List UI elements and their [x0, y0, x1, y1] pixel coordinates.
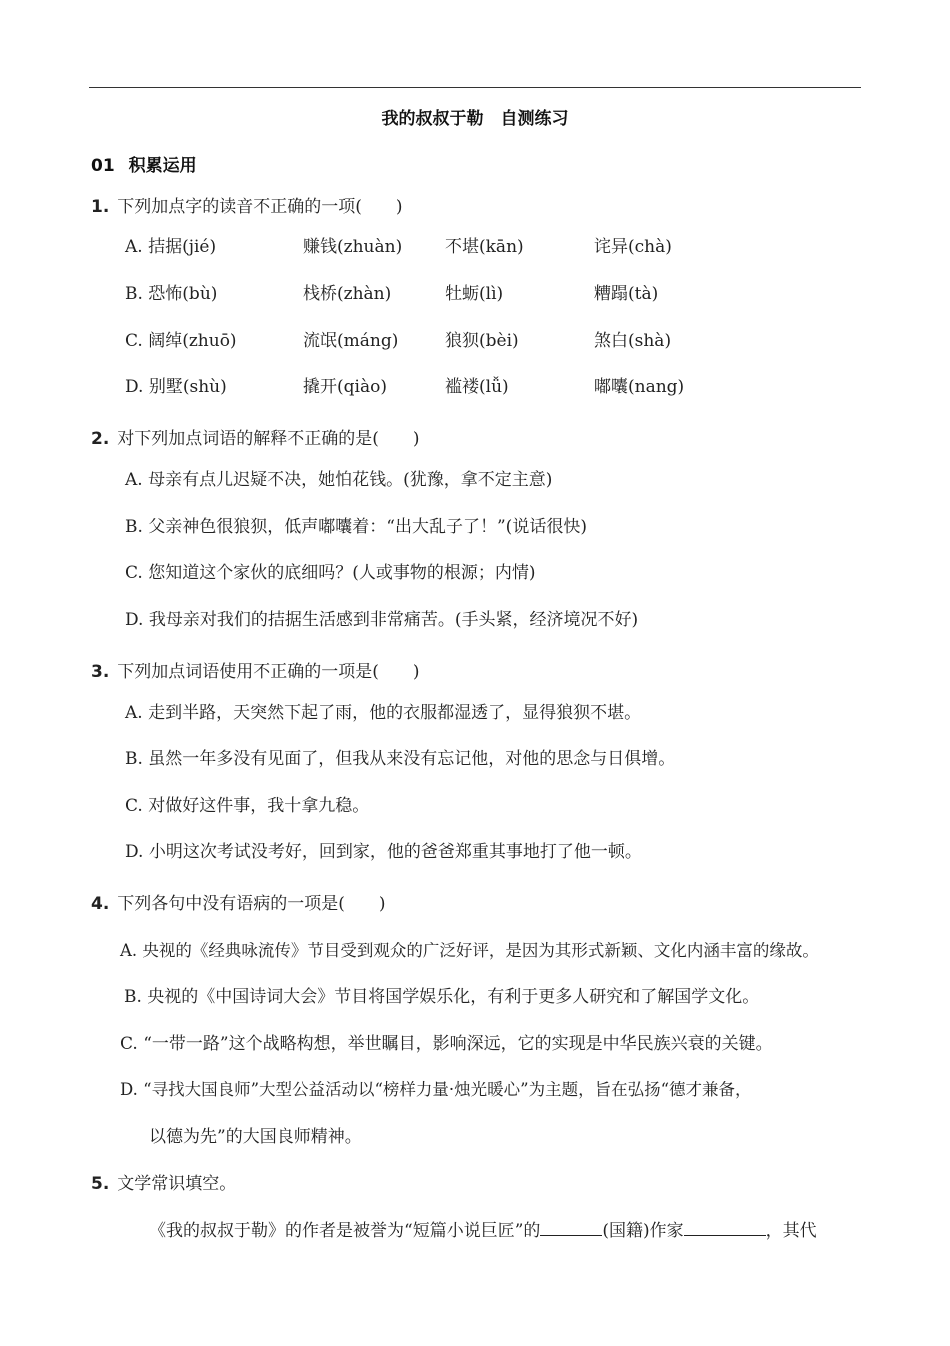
- question-stem: 对下列加点词语的解释不正确的是( ): [117, 429, 420, 449]
- section-label: 积累运用: [128, 156, 197, 176]
- q1-option-c-3: 狼狈(bèi): [445, 331, 519, 351]
- q1-option-b-2: 栈桥(zhàn): [303, 284, 392, 304]
- q1-option-a-2: 赚钱(zhuàn): [303, 237, 403, 257]
- q5-text-b: (国籍)作家: [602, 1221, 684, 1241]
- question-stem: 文学常识填空。: [117, 1174, 237, 1194]
- q1-option-c-1: C. 阔绰(zhuō): [125, 331, 237, 351]
- q3-option-b: B. 虽然一年多没有见面了，但我从来没有忘记他，对他的思念与日俱增。: [125, 749, 676, 769]
- q1-option-c-4: 煞白(shà): [594, 331, 672, 351]
- q3-option-d: D. 小明这次考试没考好，回到家，他的爸爸郑重其事地打了他一顿。: [125, 842, 642, 862]
- q1-option-b-3: 牡蛎(lì): [445, 284, 504, 304]
- section-number: 01: [91, 156, 115, 176]
- q5-text-a: 《我的叔叔于勒》的作者是被誉为“短篇小说巨匠”的: [149, 1221, 541, 1241]
- q4-option-a: A. 央视的《经典咏流传》节目受到观众的广泛好评，是因为其形式新颖、文化内涵丰富的缘故。: [120, 941, 819, 960]
- q4-option-b: B. 央视的《中国诗词大会》节目将国学娱乐化，有利于更多人研究和了解国学文化。: [124, 987, 760, 1007]
- q1-option-d-2: 撬开(qiào): [303, 377, 387, 397]
- q1-option-d-4: 嘟囔(nang): [594, 377, 685, 397]
- section-heading: [91, 151, 197, 176]
- q1-option-a-1: A. 拮据(jié): [125, 237, 217, 257]
- question-1: [91, 196, 403, 218]
- q1-option-a-3: 不堪(kān): [445, 237, 524, 257]
- q4-option-c: C. “一带一路”这个战略构想，举世瞩目，影响深远，它的实现是中华民族兴衰的关键。: [120, 1034, 773, 1054]
- question-stem: 下列加点字的读音不正确的一项( ): [117, 197, 403, 217]
- question-number: 5.: [91, 1174, 110, 1194]
- question-number: 2.: [91, 429, 110, 449]
- q2-option-a: A. 母亲有点儿迟疑不决，她怕花钱。(犹豫，拿不定主意): [125, 470, 553, 490]
- question-3: [91, 661, 420, 683]
- q2-option-d: D. 我母亲对我们的拮据生活感到非常痛苦。(手头紧，经济境况不好): [125, 610, 639, 630]
- question-number: 3.: [91, 662, 110, 682]
- q4-option-d-continued: 以德为先”的大国良师精神。: [149, 1127, 362, 1147]
- question-4: [91, 893, 386, 915]
- q5-fill-line: [149, 1219, 817, 1242]
- q2-option-c: C. 您知道这个家伙的底细吗？(人或事物的根源；内情): [125, 563, 536, 583]
- q1-option-b-4: 糟蹋(tà): [594, 284, 659, 304]
- q4-option-d: D. “寻找大国良师”大型公益活动以“榜样力量·烛光暖心”为主题，旨在弘扬“德才兼备，: [120, 1080, 752, 1099]
- question-2: [91, 428, 420, 450]
- q3-option-c: C. 对做好这件事，我十拿九稳。: [125, 796, 370, 816]
- header-rule: [89, 87, 861, 88]
- nationality-blank[interactable]: [540, 1219, 602, 1236]
- q1-option-d-3: 褴褛(lǚ): [445, 377, 509, 397]
- q1-option-d-1: D. 别墅(shù): [125, 377, 227, 397]
- q3-option-a: A. 走到半路，天突然下起了雨，他的衣服都湿透了，显得狼狈不堪。: [125, 703, 642, 723]
- q5-text-c: ，其代: [765, 1221, 817, 1241]
- question-number: 4.: [91, 894, 110, 914]
- q2-option-b: B. 父亲神色很狼狈，低声嘟囔着：“出大乱子了！”(说话很快): [125, 517, 587, 537]
- question-stem: 下列各句中没有语病的一项是( ): [117, 894, 386, 914]
- q1-option-b-1: B. 恐怖(bù): [125, 284, 218, 304]
- author-blank[interactable]: [684, 1219, 766, 1236]
- q1-option-a-4: 诧异(chà): [594, 237, 672, 257]
- question-number: 1.: [91, 197, 110, 217]
- question-5: [91, 1173, 236, 1195]
- page-title: 我的叔叔于勒 自测练习: [381, 109, 569, 129]
- q1-option-c-2: 流氓(máng): [303, 331, 399, 351]
- question-stem: 下列加点词语使用不正确的一项是( ): [117, 662, 420, 682]
